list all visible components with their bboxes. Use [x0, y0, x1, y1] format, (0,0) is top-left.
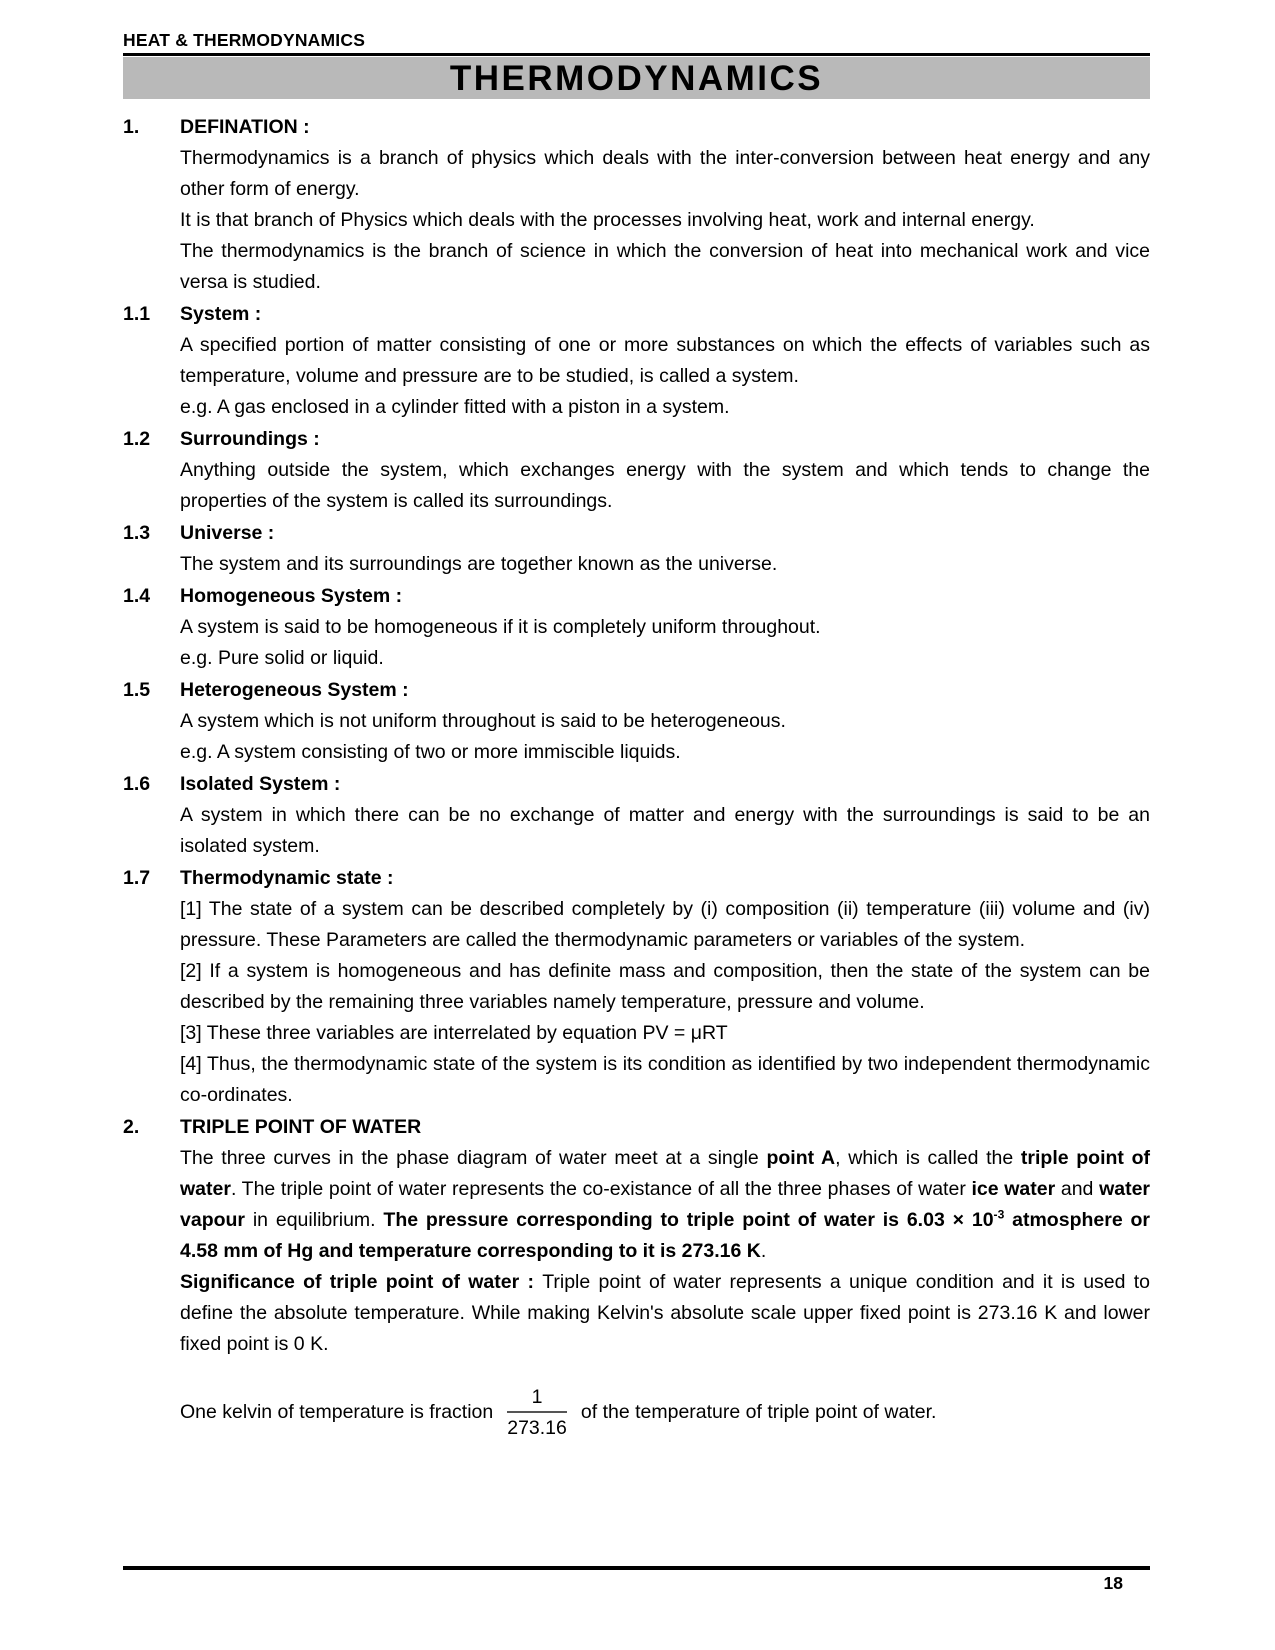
- text-segment: A specified portion of matter consisting of one or more substances on which the effects of variables such as temperature, volume and pressure are to be studied, is called a system.: [180, 334, 1150, 387]
- section: [123, 424, 1150, 517]
- section-heading-row: [123, 769, 1150, 800]
- section-number: 1.3: [123, 522, 151, 544]
- text-segment: One kelvin of temperature is fraction: [180, 1401, 494, 1423]
- paragraph: [123, 706, 1150, 737]
- section-body: [123, 1143, 1150, 1441]
- paragraph: [123, 392, 1150, 423]
- running-header-title: HEAT & THERMODYNAMICS: [123, 30, 366, 50]
- section-heading-row: [123, 1112, 1150, 1143]
- section-heading: Heterogeneous System :: [180, 679, 409, 701]
- section-body: [123, 706, 1150, 768]
- section-heading-row: [123, 581, 1150, 612]
- section: [123, 299, 1150, 423]
- section-number: 1.: [123, 116, 140, 138]
- page-content: [123, 0, 1150, 1441]
- text-segment: e.g. A system consisting of two or more immiscible liquids.: [180, 741, 681, 763]
- text-segment: . The triple point of water represents the co-existance of all the three phases of water: [230, 1178, 972, 1200]
- section: [123, 581, 1150, 674]
- section: [123, 518, 1150, 580]
- fraction-paragraph: [123, 1384, 1150, 1441]
- text-segment: e.g. Pure solid or liquid.: [180, 647, 384, 669]
- section-heading: Surroundings :: [180, 428, 320, 450]
- text-segment: and: [1055, 1178, 1100, 1200]
- text-segment: [2] If a system is homogeneous and has definite mass and composition, then the state of the system can be described by the remaining three variables namely temperature, pressure and volume.: [180, 960, 1150, 1013]
- paragraph: [123, 1267, 1150, 1360]
- section-number: 1.7: [123, 867, 151, 889]
- text-segment: The system and its surroundings are together known as the universe.: [180, 553, 778, 575]
- section-heading: Isolated System :: [180, 773, 341, 795]
- section-heading: Homogeneous System :: [180, 585, 403, 607]
- text-segment: The three curves in the phase diagram of water meet at a single: [180, 1147, 767, 1169]
- section-body: [123, 330, 1150, 423]
- header-rule: [123, 53, 1150, 56]
- section-heading: DEFINATION :: [180, 116, 310, 138]
- section-heading-row: [123, 863, 1150, 894]
- paragraph: [123, 956, 1150, 1018]
- text-segment: -3: [993, 1207, 1005, 1222]
- text-segment: Thermodynamics is a branch of physics which deals with the inter-conversion between heat energy and any other form of energy.: [180, 147, 1150, 200]
- section: [123, 675, 1150, 768]
- section-body: [123, 894, 1150, 1111]
- text-segment: water vapour: [180, 1178, 1151, 1231]
- text-segment: A system which is not uniform throughout is said to be heterogeneous.: [180, 710, 786, 732]
- section-number: 1.4: [123, 585, 151, 607]
- paragraph: [123, 236, 1150, 298]
- page-title: THERMODYNAMICS: [449, 58, 824, 98]
- paragraph: [123, 455, 1150, 517]
- text-segment: .: [760, 1240, 767, 1262]
- paragraph: [123, 800, 1150, 862]
- text-segment: Anything outside the system, which exchanges energy with the system and which tends to change the properties of the system is called its surroundings.: [180, 459, 1150, 512]
- paragraph: [123, 894, 1150, 956]
- section-body: [123, 143, 1150, 298]
- section: [123, 769, 1150, 862]
- text-segment: Triple point of water represents a unique condition and it is used to define the absolute temperature. While making Kelvin's absolute scale upper fixed point is 273.16 K and lower fixed point is 0 K.: [180, 1271, 1150, 1355]
- section-heading-row: [123, 675, 1150, 706]
- section-number: 1.1: [123, 303, 151, 325]
- text-segment: Significance of triple point of water :: [180, 1271, 543, 1293]
- superscript: [994, 1208, 1005, 1222]
- section-body: [123, 455, 1150, 517]
- section-heading: TRIPLE POINT OF WATER: [180, 1116, 422, 1138]
- paragraph: [123, 330, 1150, 392]
- paragraph: [123, 205, 1150, 236]
- section-heading-row: [123, 424, 1150, 455]
- section: [123, 1112, 1150, 1441]
- section-body: [123, 549, 1150, 580]
- section-number: 1.5: [123, 679, 151, 701]
- text-segment: e.g. A gas enclosed in a cylinder fitted with a piston in a system.: [180, 396, 730, 418]
- sections: [123, 112, 1150, 1441]
- text-segment: , which is called the: [835, 1147, 1021, 1169]
- section-heading: System :: [180, 303, 262, 325]
- section-heading: Universe :: [180, 522, 275, 544]
- section-body: [123, 612, 1150, 674]
- text-segment: The thermodynamics is the branch of science in which the conversion of heat into mechanical work and vice versa is studied.: [180, 240, 1150, 293]
- text-segment: atmosphere or 4.58 mm of Hg and temperature corresponding to it is 273.16 K: [180, 1209, 1151, 1262]
- paragraph: [123, 1018, 1150, 1049]
- section-number: 1.2: [123, 428, 151, 450]
- banner: [123, 57, 1150, 99]
- text-segment: triple point of water: [180, 1147, 1150, 1200]
- section-body: [123, 800, 1150, 862]
- page-number: 18: [1103, 1573, 1123, 1593]
- text-segment: The pressure corresponding to triple point of water is 6.03 × 10: [383, 1209, 994, 1231]
- section-number: 2.: [123, 1116, 140, 1138]
- text-segment: in equilibrium.: [245, 1209, 384, 1231]
- paragraph: [123, 612, 1150, 643]
- section-heading-row: [123, 299, 1150, 330]
- footer: [123, 1566, 1150, 1596]
- text-segment: It is that branch of Physics which deals with the processes involving heat, work and internal energy.: [180, 209, 1035, 231]
- fraction: [507, 1384, 567, 1441]
- paragraph: [123, 549, 1150, 580]
- text-segment: [4] Thus, the thermodynamic state of the system is its condition as identified by two independent thermodynamic co-ordinates.: [180, 1053, 1150, 1106]
- section-heading-row: [123, 518, 1150, 549]
- section-number: 1.6: [123, 773, 151, 795]
- section-heading-row: [123, 112, 1150, 143]
- paragraph: [123, 1049, 1150, 1111]
- paragraph: [123, 143, 1150, 205]
- text-segment: [3] These three variables are interrelated by equation PV = μRT: [180, 1022, 728, 1044]
- paragraph: [123, 1143, 1150, 1267]
- section: [123, 112, 1150, 298]
- text-segment: ice water: [971, 1178, 1056, 1200]
- fraction-denominator: 273.16: [507, 1411, 567, 1441]
- text-segment: of the temperature of triple point of water.: [580, 1401, 937, 1423]
- section-heading: Thermodynamic state :: [180, 867, 394, 889]
- text-segment: point A: [766, 1147, 836, 1169]
- paragraph: [123, 643, 1150, 674]
- paragraph: [123, 737, 1150, 768]
- fraction-numerator: 1: [531, 1386, 543, 1408]
- section: [123, 863, 1150, 1111]
- text-segment: A system is said to be homogeneous if it is completely uniform throughout.: [180, 616, 821, 638]
- text-segment: [1] The state of a system can be described completely by (i) composition (ii) temperature (iii) volume and (iv) pressure. These Parameters are called the thermodynamic parameters or variables of the system.: [180, 898, 1150, 951]
- running-header: [123, 0, 1150, 50]
- text-segment: A system in which there can be no exchange of matter and energy with the surroundings is said to be an isolated system.: [180, 804, 1150, 857]
